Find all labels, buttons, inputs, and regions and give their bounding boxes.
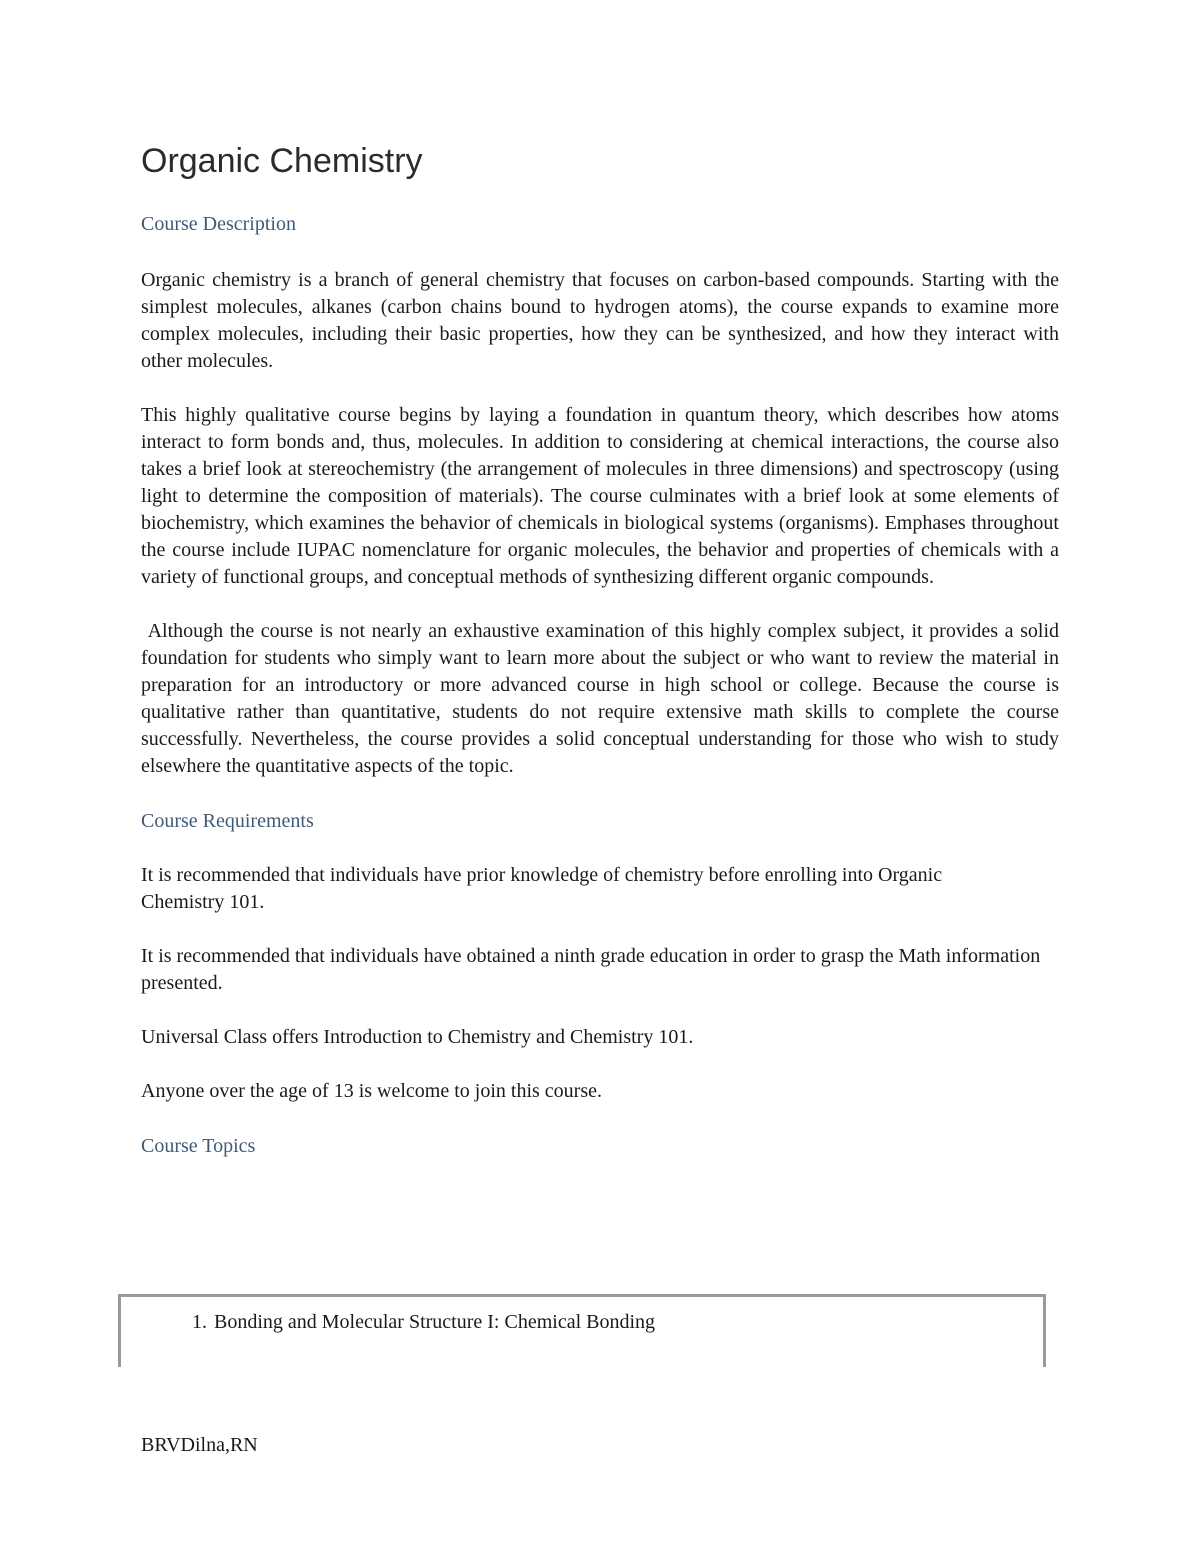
course-topics-heading: Course Topics <box>141 1135 256 1157</box>
description-paragraph-1: Organic chemistry is a branch of general chemistry that focuses on carbon-based compounds. Starting with the simplest molecules, alkanes (carbon chains bound to hydrogen atoms), the course expands to examine more complex molecules, including their basic properties, how they can be synthesized, and how they interact with other molecules. <box>141 269 1059 372</box>
requirement-paragraph-3: Universal Class offers Introduction to Chemistry and Chemistry 101. <box>141 1026 694 1048</box>
document-body <box>141 209 1065 1161</box>
description-paragraph-3: Although the course is not nearly an exhaustive examination of this highly complex subject, it provides a solid foundation for students who simply want to learn more about the subject or who want to review the material in preparation for an introductory or more advanced course in high school or college. Because the course is qualitative rather than quantitative, students do not require extensive math skills to complete the course successfully. Nevertheless, the course provides a solid conceptual understanding for those who wish to study elsewhere the quantitative aspects of the topic. <box>141 620 1065 777</box>
topic-label: Bonding and Molecular Structure I: Chemical Bonding <box>214 1311 656 1333</box>
requirement-paragraph-1: It is recommended that individuals have prior knowledge of chemistry before enrolling into Organic Chemistry 101. <box>141 864 943 913</box>
course-topics-box <box>118 1294 1046 1367</box>
topic-item <box>121 1309 655 1336</box>
course-requirements-heading: Course Requirements <box>141 810 314 832</box>
requirement-paragraph-2: It is recommended that individuals have obtained a ninth grade education in order to grasp the Math information presented. <box>141 945 1041 994</box>
description-paragraph-2: This highly qualitative course begins by laying a foundation in quantum theory, which describes how atoms interact to form bonds and, thus, molecules. In addition to considering at chemical interactions, the course also takes a brief look at stereochemistry (the arrangement of molecules in three dimensions) and spectroscopy (using light to determine the composition of materials). The course culminates with a brief look at some elements of biochemistry, which examines the behavior of chemicals in biological systems (organisms). Emphases throughout the course include IUPAC nomenclature for organic molecules, the behavior and properties of chemicals with a variety of functional groups, and conceptual methods of synthesizing different organic compounds. <box>141 404 1059 588</box>
document-title: Organic Chemistry <box>141 142 423 180</box>
document-footer: BRVDilna,RN <box>141 1434 258 1456</box>
requirement-paragraph-4: Anyone over the age of 13 is welcome to join this course. <box>141 1080 602 1102</box>
course-topics-list <box>121 1309 655 1336</box>
topic-number: 1. <box>192 1311 207 1333</box>
course-description-heading: Course Description <box>141 213 296 235</box>
